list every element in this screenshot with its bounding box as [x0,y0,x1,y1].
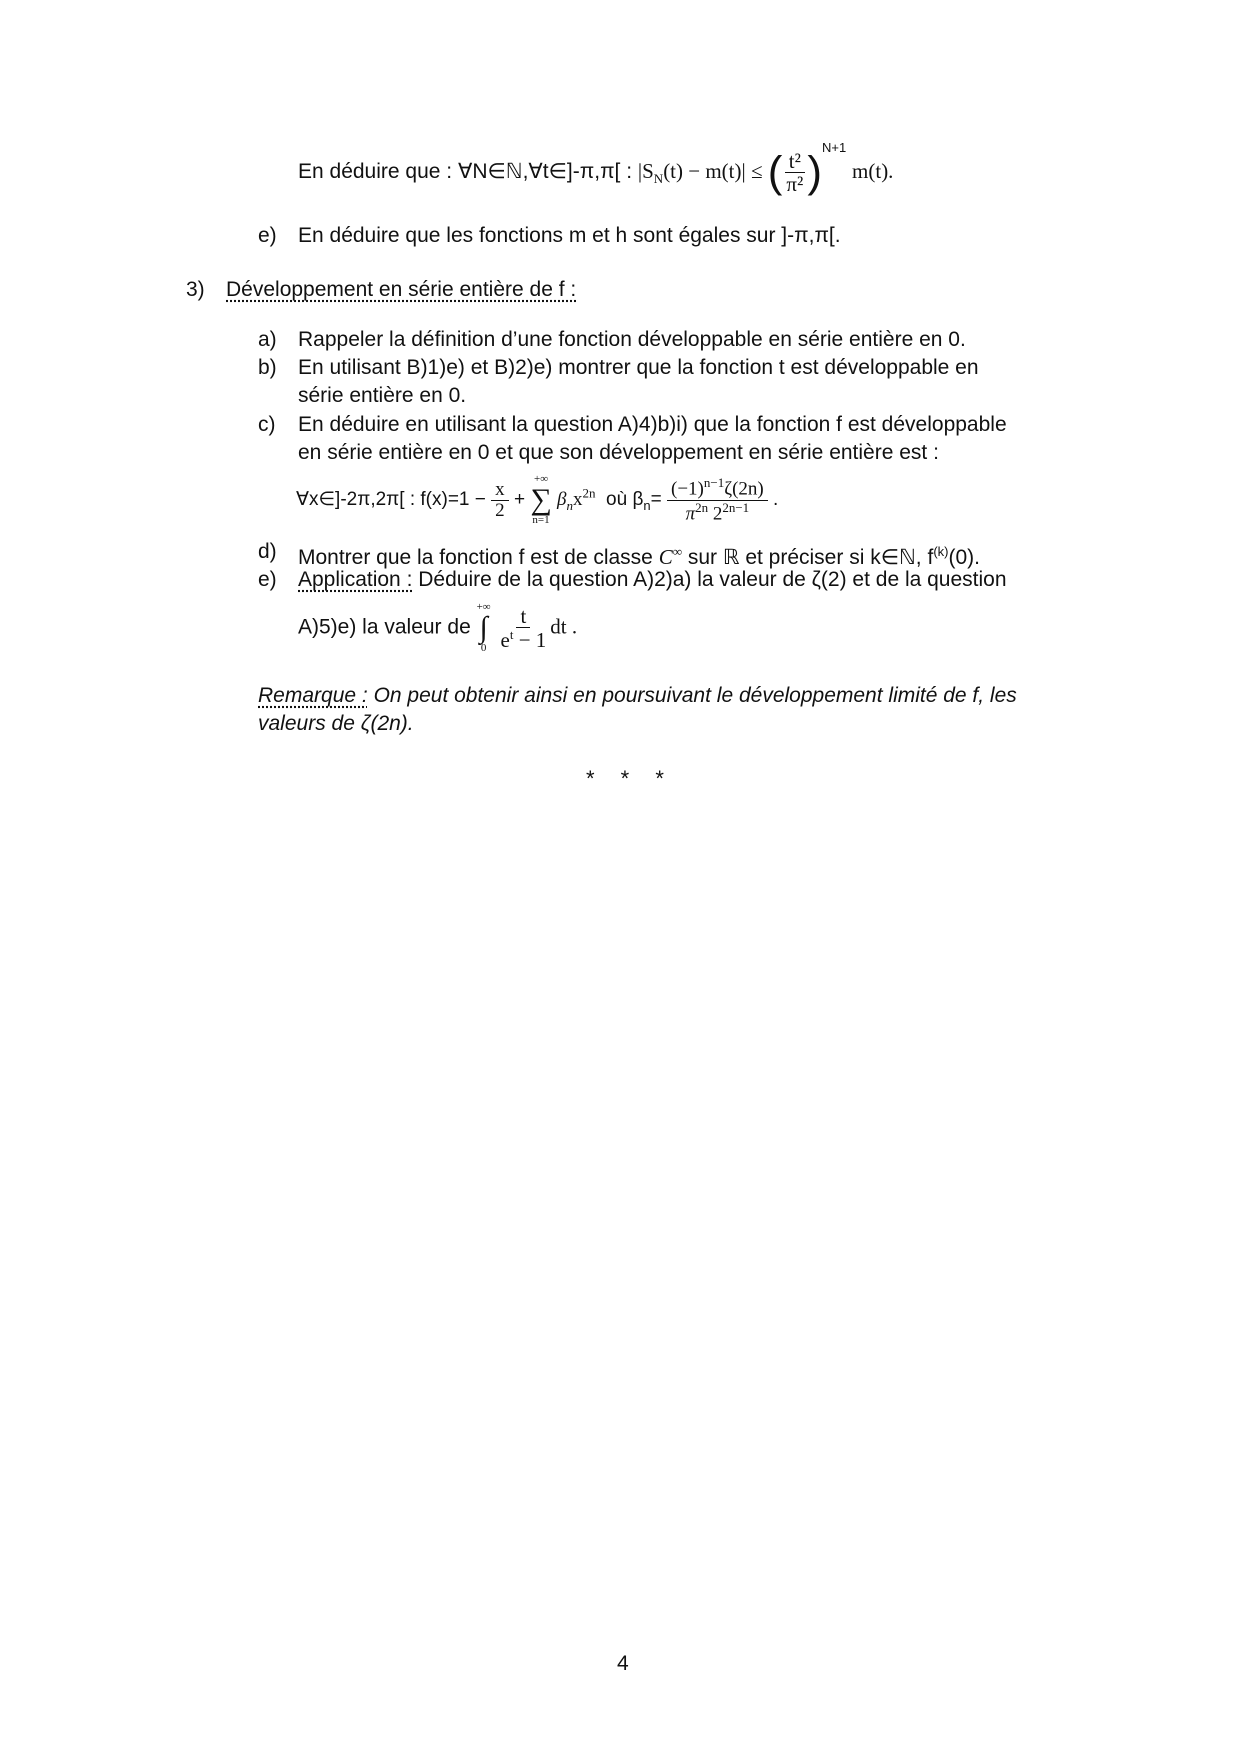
formula-c-prefix: ∀x∈]-2π,2π[ : f(x)=1 − [296,489,486,511]
remarque-line-1: Remarque : On peut obtenir ainsi en poursuivant le développement limité de f, les [258,684,1017,707]
deduire-tail: m(t). [852,159,894,184]
sum-symbol: +∞ ∑ n=1 [530,473,552,526]
deduire-line [298,140,894,197]
application-title: Application : [298,568,413,591]
page-number: 4 [617,1652,629,1675]
item-e-line-1: Application : Déduire de la question A)2)a) la valeur de ζ(2) et de la question [298,568,1007,591]
inequality-lhs: $|S_N(t) - m(t)|$ ≤ [637,159,763,187]
integrand-fraction: $\frac{t}{e^t - 1}$ [500,603,547,652]
item-e-label: e) [258,568,277,591]
formula-c-end: . [773,489,779,511]
section3-label: 3) [186,278,205,301]
t2-over-pi2-fraction: $\frac{\text{t²}}{\text{π²}}$ [786,149,804,197]
item-e-line-2: A)5)e) la valeur de +∞ ∫ 0 $\frac{t}{e^t - 1}$ dt . [298,601,578,654]
top-item-e-text: En déduire que les fonctions m et h sont égales sur ]-π,π[. [298,224,841,247]
item-a-line: Rappeler la définition d’une fonction développable en série entière en 0. [298,328,966,351]
integral-dt: dt . [550,614,578,639]
separator-stars: * * * [586,766,674,791]
item-b-label: b) [258,356,277,379]
item-b-line-2: série entière en 0. [298,384,467,407]
beta-n-fraction: $\frac{(-1)^{n-1}\zeta(2n)}{\pi^{2n} 2^{2n-1}}$ [667,476,768,524]
section3-title: Développement en série entière de f : [226,278,577,301]
plus-sign: + [513,489,526,511]
item-c-line-2: en série entière en 0 et que son développement en série entière est : [298,441,939,464]
top-item-e-label: e) [258,224,277,247]
item-c-label: c) [258,413,276,436]
beta-term: $\beta_n$ [557,489,573,513]
right-paren: ) [807,147,822,197]
power-exponent: N+1 [821,140,847,156]
integral-symbol: +∞ ∫ 0 [476,601,491,654]
left-paren: ( [767,147,783,197]
ou-beta: où $\beta_n=$ [606,489,662,513]
item-a-label: a) [258,328,277,351]
item-b-line-1: En utilisant B)1)e) et B)2)e) montrer que la fonction t est développable en [298,356,979,379]
item-d-label: d) [258,540,277,563]
formula-c [296,474,778,526]
remarque-title: Remarque : [258,684,368,707]
item-c-line-1: En déduire en utilisant la question A)4)b)i) que la fonction f est développable [298,413,1007,436]
item-d-text: Montrer que la fonction f est de classe C∞ sur ℝ et préciser si k∈ℕ, $f^{(k)}(0)$. [298,544,980,569]
remarque-line-2: valeurs de ζ(2n). [258,712,414,735]
x-power: $x^{2n}$ [572,485,596,511]
deduire-prefix: En déduire que : ∀N∈ℕ,∀t∈]-π,π[ : [298,160,633,184]
x-over-2-fraction: $\frac{x}{2}$ [491,480,509,521]
